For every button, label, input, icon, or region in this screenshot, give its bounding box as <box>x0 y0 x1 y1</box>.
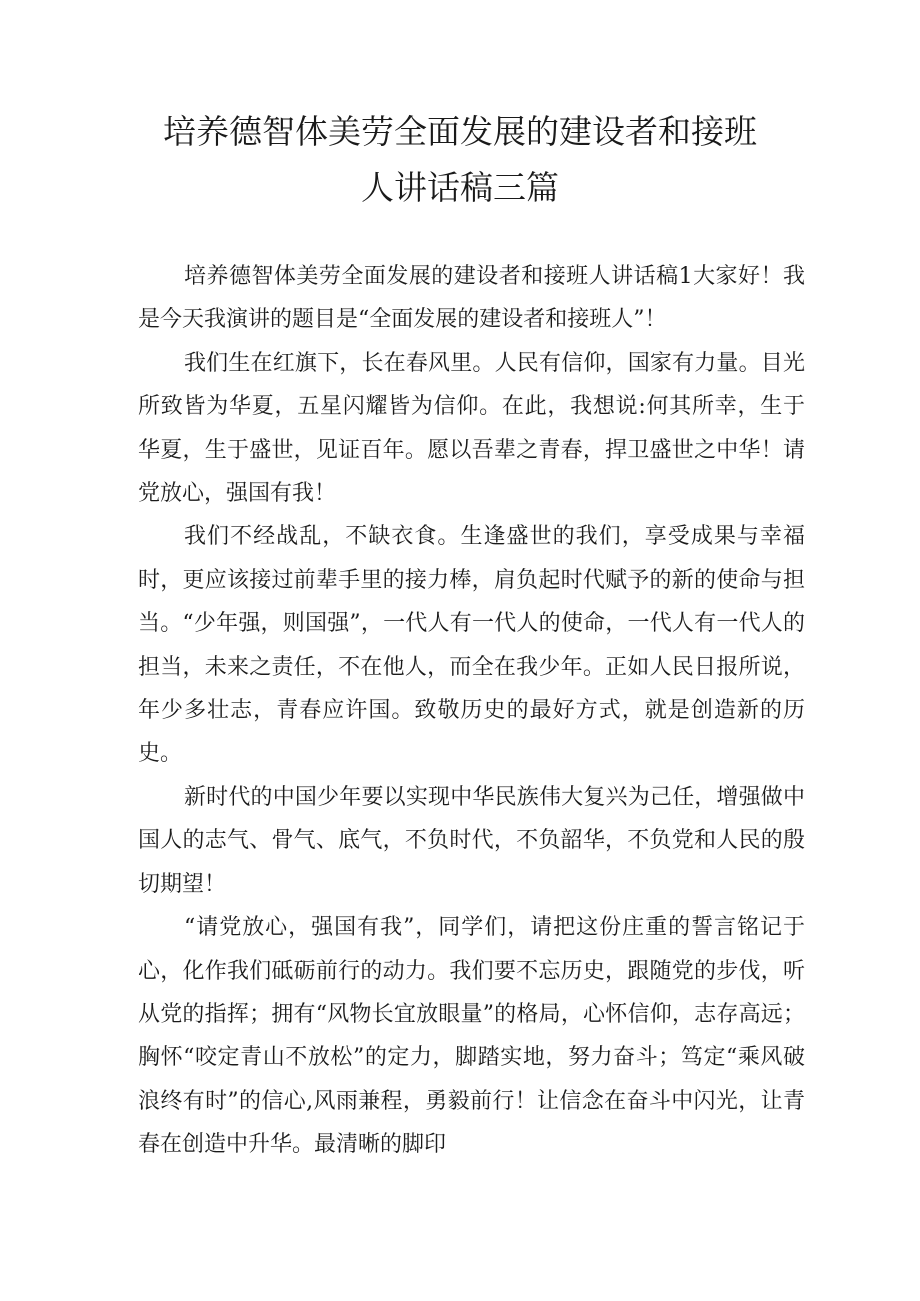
document-body <box>138 255 805 1167</box>
paragraph-3: 我们不经战乱，不缺衣食。生逢盛世的我们，享受成果与幸福时，更应该接过前辈手里的接力棒，肩负起时代赋予的新的使命与担当。“少年强，则国强”，一代人有一代人的使命，一代人有一代人的担当，未来之责任，不在他人，而全在我少年。正如人民日报所说，年少多壮志，青春应许国。致敬历史的最好方式，就是创造新的历史。 <box>138 524 805 767</box>
document-title-line-1: 培养德智体美劳全面发展的建设者和接班 <box>163 112 757 151</box>
document-title-line-2: 人讲话稿三篇 <box>361 168 559 207</box>
paragraph-2: 我们生在红旗下，长在春风里。人民有信仰，国家有力量。目光所致皆为华夏，五星闪耀皆为信仰。在此，我想说:何其所幸，生于华夏，生于盛世，见证百年。愿以吾辈之青春，捍卫盛世之中华！请党放心，强国有我！ <box>138 350 805 507</box>
paragraph-5: “请党放心，强国有我”，同学们，请把这份庄重的誓言铭记于心，化作我们砥砺前行的动力。我们要不忘历史，跟随党的步伐，听从党的指挥；拥有“风物长宜放眼量”的格局，心怀信仰，志存高远；胸怀“咬定青山不放松”的定力，脚踏实地，努力奋斗；笃定“乘风破浪终有时”的信心,风雨兼程，勇毅前行！让信念在奋斗中闪光，让青春在创造中升华。最清晰的脚印 <box>138 915 805 1158</box>
paragraph-1: 培养德智体美劳全面发展的建设者和接班人讲话稿1大家好！我是今天我演讲的题目是“全面发展的建设者和接班人”！ <box>138 264 805 333</box>
paragraph-4: 新时代的中国少年要以实现中华民族伟大复兴为己任，增强做中国人的志气、骨气、底气，不负时代，不负韶华，不负党和人民的殷切期望！ <box>138 784 805 897</box>
